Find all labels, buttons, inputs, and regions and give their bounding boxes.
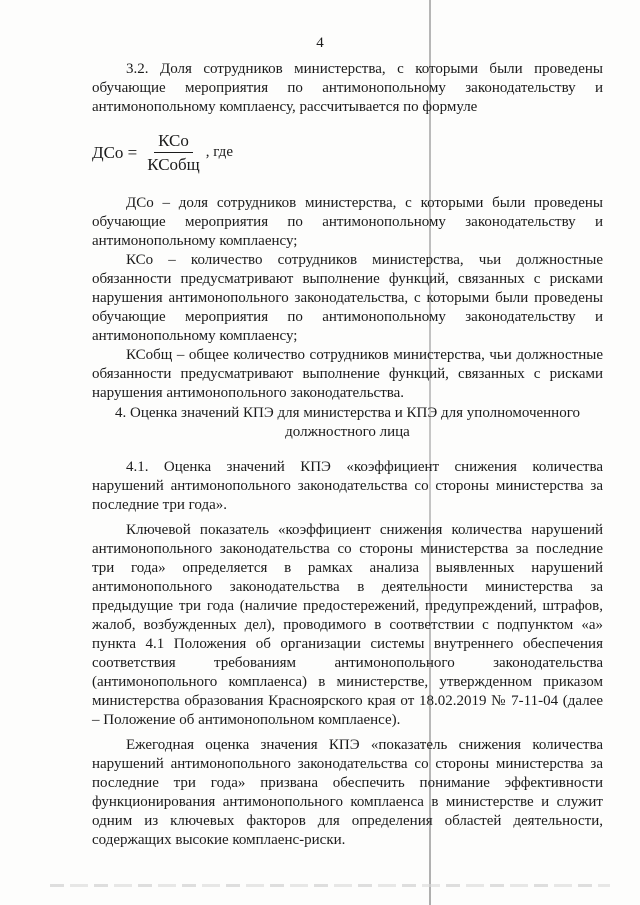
formula-denominator: КСобщ — [147, 154, 200, 174]
paragraph-kpi-definition: Ключевой показатель «коэффициент снижения количества нарушений антимонопольного законодательства со стороны министерства за последние три года» определяется в рамках анализа выявленных нарушений антимонопольного законодательства в деятельности министерства за предыдущие три года (наличие предостережений, предупреждений, штрафов, жалоб, возбужденных дел), проводимого в соответствии с подпунктом «а» пункта 4.1 Положения об организации системы внутреннего обеспечения соответствия требованиям антимонопольного законодательства (антимонопольного комплаенса) в министерстве, утвержденном приказом министерства образования Красноярского края от 18.02.2019 № 7-11-04 (далее – Положение об антимонопольном комплаенсе). — [92, 522, 603, 728]
scan-bottom-artifact — [50, 884, 610, 887]
formula — [92, 130, 233, 174]
definition-ksobsch: КСобщ – общее количество сотрудников министерства, чьи должностные обязанности предусматривают выполнение функций, связанных с рисками нарушения антимонопольного законодательства. — [92, 347, 603, 401]
section-heading-line2: должностного лица — [285, 424, 410, 440]
paragraph-4-1: 4.1. Оценка значений КПЭ «коэффициент снижения количества нарушений антимонопольного законодательства со стороны министерства за последние три года». — [92, 459, 603, 513]
definitions-block — [92, 194, 603, 403]
paragraph-3-2-text: 3.2. Доля сотрудников министерства, с которыми были проведены обучающие мероприятия по антимонопольному законодательству и антимонопольному комплаенсу, рассчитывается по формуле — [92, 61, 603, 115]
section-heading — [92, 404, 603, 442]
formula-numerator: КСо — [154, 131, 193, 153]
section-heading-line1: 4. Оценка значений КПЭ для министерства и КПЭ для уполномоченного — [115, 405, 580, 421]
paragraph-annual-assessment: Ежегодная оценка значения КПЭ «показатель снижения количества нарушений антимонопольного законодательства со стороны министерства за последние три года» призвана обеспечить понимание эффективности функционирования антимонопольного комплаенса в министерстве и служит одним из ключевых факторов для определения областей деятельности, содержащих высокие комплаенс-риски. — [92, 737, 603, 848]
definition-kso: КСо – количество сотрудников министерства, чьи должностные обязанности предусматривают выполнение функций, связанных с рисками нарушения антимонопольного законодательства, с которыми были проведены обучающие мероприятия по антимонопольному законодательству и антимонопольному комплаенсу; — [92, 252, 603, 344]
formula-tail: , где — [205, 143, 233, 160]
paragraph-3-2 — [92, 60, 603, 117]
section-4-body — [92, 458, 603, 850]
formula-fraction — [143, 131, 204, 174]
page-number: 4 — [316, 35, 324, 51]
definition-dso: ДСо – доля сотрудников министерства, с которыми были проведены обучающие мероприятия по антимонопольному законодательству и антимонопольному комплаенсу; — [92, 195, 603, 249]
formula-lhs: ДСо = — [92, 142, 138, 162]
